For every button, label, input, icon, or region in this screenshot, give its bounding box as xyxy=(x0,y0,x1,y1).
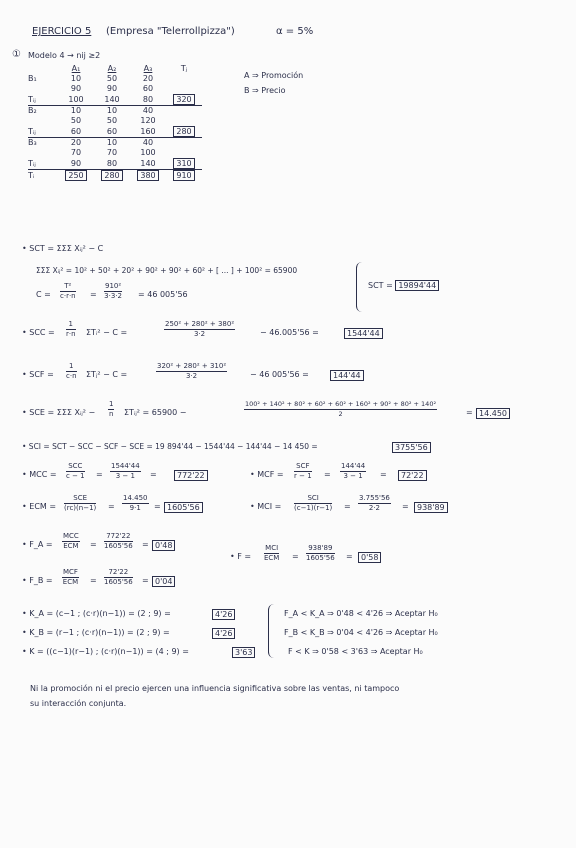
brace xyxy=(356,262,363,312)
mcc-equals: = xyxy=(150,470,157,479)
fraction-denominator: r − 1 xyxy=(294,472,312,480)
f-result: 0'58 xyxy=(358,552,381,563)
fraction-denominator: 1605'56 xyxy=(104,578,133,586)
table-cell xyxy=(166,94,202,106)
brace xyxy=(268,604,275,658)
row-label: Tᵢ xyxy=(28,170,35,180)
ecm-fraction-numeric xyxy=(122,494,149,513)
sce-fraction xyxy=(244,400,437,419)
data-table xyxy=(28,64,202,181)
boxed-total: 280 xyxy=(101,170,122,181)
fraction-denominator: 1605'56 xyxy=(306,554,335,562)
table-cell: 60 xyxy=(94,126,130,138)
boxed-total: 380 xyxy=(137,170,158,181)
fb-fraction-numeric xyxy=(104,568,133,587)
fraction-denominator: 3 − 1 xyxy=(343,472,363,480)
ecm-label: • ECM = xyxy=(22,502,57,511)
sct-result-value: 19894'44 xyxy=(395,280,439,291)
fraction-numerator: SCC xyxy=(66,462,85,472)
kb-result: 4'26 xyxy=(212,628,235,639)
fa-equals: = xyxy=(142,540,149,549)
legend-factor-a: A ⇒ Promoción xyxy=(244,71,304,80)
column-header: A₃ xyxy=(143,64,153,73)
table-row xyxy=(28,74,202,84)
fraction-denominator: ECM xyxy=(63,542,79,550)
fraction-denominator: (c−1)(r−1) xyxy=(294,504,333,512)
table-cell: 140 xyxy=(130,158,166,170)
f-label: • F = xyxy=(230,552,252,561)
decision-interaction: F < K ⇒ 0'58 < 3'63 ⇒ Aceptar H₀ xyxy=(288,647,423,656)
conclusion-line: su interacción conjunta. xyxy=(30,699,127,708)
ecm-result: 1605'56 xyxy=(164,502,203,513)
fraction-numerator: 1 xyxy=(66,362,77,372)
table-cell: 90 xyxy=(58,158,94,170)
model-label: Modelo 4 → nij ≥2 xyxy=(28,51,101,60)
mci-result: 938'89 xyxy=(414,502,448,513)
scc-tail: − 46.005'56 = xyxy=(260,328,319,337)
c-fraction-numeric xyxy=(104,282,122,301)
fraction-denominator: c·r·n xyxy=(60,292,76,300)
sct-sum-of-squares: ΣΣΣ Xᵢⱼ² = 10² + 50² + 20² + 90² + 90² + 60² + [ ... ] + 100² = 65900 xyxy=(36,266,298,275)
table-cell: 60 xyxy=(58,126,94,138)
alpha-level: α = 5% xyxy=(276,26,314,37)
scc-fraction xyxy=(164,320,235,339)
mci-fraction-numeric xyxy=(358,494,391,513)
table-cell: 40 xyxy=(142,138,154,147)
f-fraction-numeric xyxy=(306,544,335,563)
sce-expression: ΣTᵢⱼ² = 65900 − xyxy=(124,408,187,417)
table-cell xyxy=(166,116,202,126)
table-cell: 40 xyxy=(142,106,154,115)
sct-formula: • SCT = ΣΣΣ Xᵢⱼ² − C xyxy=(22,244,104,253)
c-result: = 46 005'56 xyxy=(138,290,188,299)
table-cell xyxy=(166,106,202,117)
conclusion-line: Ni la promoción ni el precio ejercen una influencia significativa sobre las ventas, ni tampoco xyxy=(30,684,400,693)
boxed-total: 320 xyxy=(173,94,194,105)
table-cell xyxy=(166,126,202,138)
boxed-total: 280 xyxy=(173,126,194,137)
k-result: 3'63 xyxy=(232,647,255,658)
table-cell xyxy=(166,170,202,182)
row-label: B₁ xyxy=(28,74,37,83)
fa-fraction-numeric xyxy=(104,532,133,551)
table-cell xyxy=(166,84,202,94)
c-fraction-symbolic xyxy=(60,282,76,301)
scc-label: • SCC = xyxy=(22,328,55,337)
legend-factor-b: B ⇒ Precio xyxy=(244,86,286,95)
scf-coefficient xyxy=(66,362,77,381)
table-cell xyxy=(166,148,202,158)
table-cell: 70 xyxy=(106,148,118,157)
table-cell xyxy=(94,170,130,182)
sci-formula: • SCI = SCT − SCC − SCF − SCE = 19 894'44 − 1544'44 − 144'44 − 14 450 = xyxy=(22,442,318,451)
fb-equals: = xyxy=(142,576,149,585)
mcf-fraction-numeric xyxy=(340,462,366,481)
sce-label: • SCE = ΣΣΣ Xᵢⱼ² − xyxy=(22,408,96,417)
decision-factor-a: F_A < K_A ⇒ 0'48 < 4'26 ⇒ Aceptar H₀ xyxy=(284,609,438,618)
table-cell: 60 xyxy=(142,84,154,93)
fraction-denominator: 3·2 xyxy=(186,372,198,380)
table-cell xyxy=(166,74,202,84)
ecm-fraction-symbolic xyxy=(64,494,96,513)
row-label xyxy=(28,84,58,94)
fraction-denominator: 3·3·2 xyxy=(104,292,122,300)
fa-result: 0'48 xyxy=(152,540,175,551)
table-cell: 50 xyxy=(106,74,118,83)
fraction-numerator: 1 xyxy=(109,400,114,408)
table-cell: 100 xyxy=(140,148,156,157)
table-header-row xyxy=(28,64,202,74)
fraction-denominator: ECM xyxy=(264,554,280,562)
table-cell: 80 xyxy=(94,158,130,170)
row-label: B₂ xyxy=(28,106,37,115)
boxed-total: 910 xyxy=(173,170,194,181)
fraction-numerator: 144'44 xyxy=(341,462,366,470)
fraction-numerator: 250² + 280² + 380² xyxy=(165,320,235,328)
mci-equals: = xyxy=(402,502,409,511)
table-cell: 100 xyxy=(58,94,94,106)
fraction-numerator: 1 xyxy=(66,320,76,330)
fa-fraction-symbolic xyxy=(62,532,80,551)
fraction-numerator: SCI xyxy=(294,494,332,504)
sce-result: 14.450 xyxy=(476,408,510,419)
table-row xyxy=(28,94,202,106)
fraction-numerator: 100² + 140² + 80² + 60² + 60² + 160² + 90² + 80² + 140² xyxy=(245,400,437,408)
fraction-numerator: 14.450 xyxy=(123,494,148,502)
table-cell: 50 xyxy=(70,116,82,125)
fraction-numerator: SCE xyxy=(64,494,96,504)
mci-label: • MCI = xyxy=(250,502,282,511)
fraction-numerator: 938'89 xyxy=(306,544,335,554)
scf-tail: − 46 005'56 = xyxy=(250,370,309,379)
fraction-denominator: ECM xyxy=(62,578,79,586)
fraction-denominator: c·n xyxy=(66,372,77,380)
boxed-total: 250 xyxy=(65,170,86,181)
table-row xyxy=(28,126,202,138)
sce-tail: = xyxy=(466,408,473,417)
table-cell: 20 xyxy=(142,74,154,83)
sct-result-label: SCT = xyxy=(368,281,393,290)
f-fraction-symbolic xyxy=(264,544,279,563)
row-label xyxy=(28,148,58,158)
row-label: Tᵢⱼ xyxy=(28,126,58,138)
table-cell: 70 xyxy=(70,148,82,157)
table-cell xyxy=(166,138,202,149)
fraction-numerator: 320² + 280² + 310² xyxy=(157,362,227,370)
table-row xyxy=(28,148,202,158)
table-cell: 20 xyxy=(70,138,82,147)
table-cell: 90 xyxy=(106,84,118,93)
mcf-label: • MCF = xyxy=(250,470,284,479)
table-cell: 50 xyxy=(106,116,118,125)
scc-expression: ΣTᵢ² − C = xyxy=(86,328,128,337)
table-row xyxy=(28,158,202,170)
table-row xyxy=(28,116,202,126)
table-cell: 120 xyxy=(140,116,156,125)
sct-result xyxy=(368,280,439,291)
fraction-denominator: c − 1 xyxy=(66,472,85,480)
scf-fraction xyxy=(156,362,227,381)
column-header: A₂ xyxy=(107,64,117,73)
fraction-denominator: r·n xyxy=(66,330,76,338)
fraction-numerator: 72'22 xyxy=(104,568,133,578)
fb-result: 0'04 xyxy=(152,576,175,587)
boxed-total: 310 xyxy=(173,158,194,169)
mcc-result: 772'22 xyxy=(174,470,208,481)
fraction-numerator: MCF xyxy=(63,568,78,576)
handwritten-page: EJERCICIO 5 (Empresa "Telerrollpizza") α = 5% ① Modelo 4 → nij ≥2 A ⇒ Promoción B ⇒ Precio A₁ A₂ A₃ Tⱼ B₁ 10 50 20 90 90 60 Tᵢⱼ 100 140 80 320 B₂ 10 10 40 50 50 120 Tᵢⱼ 60 60 160 280 B₃ 20 10 40 70 70 100 Tᵢⱼ 90 80 140 310 Tᵢ 250 280 380 910 • SCT = ΣΣΣ Xᵢⱼ² − C ΣΣΣ Xᵢⱼ² = 10² + 50² + 20² + 90² + 90² + 60² + [ ... ] + 100² = 65900 C = $\frac{\text{T²}}{c\cdot r\cdot n}$ = $\frac{\text{910²}}{3\cdot 3\cdot 2}$ = 46 005'56 SCT = 19894'44 • SCC = $\frac{1}{r\cdot n}$ ΣTᵢ² − C = $\frac{\text{250² + 280² + 380²}}{3\cdot 2}$ − 46.005'56 = 1544'44 • SCF = $\frac{1}{c\cdot n}$ ΣTⱼ² − C = $\frac{\text{320² + 280² + 310²}}{3\cdot 2}$ − 46 005'56 = 144'44 • SCE = ΣΣΣ Xᵢⱼ² − $\frac{1}{n}$ ΣTᵢⱼ² = 65900 − $\frac{\text{100² + 140² + 80² + 60² + 60² + 160² + 90² + 80² + 140²}}{2}$ = 14.450 • SCI = SCT − SCC − SCF − SCE = 19 894'44 − 1544'44 − 144'44 − 14 450 = 3755'56 • MCC = SCC c − 1 = $\frac{1544'44}{3 - 1}$ = 772'22 • MCF = SCF r − 1 = $\frac{144'44}{3 - 1}$ = 72'22 • ECM = SCE (rc)(n−1) = $\frac{14.450}{9\cdot 1}$ = 1605'56 • MCI = SCI (c−1)(r−1) = $\frac{3.755'56}{2\cdot 2}$ = 938'89 • F_A = MCC ECM = $\frac{772'22}{1605'56}$ = 0'48 • F = MCI ECM = $\frac{938'89}{1605'56}$ = 0'58 • F_B = MCF ECM = $\frac{72'22}{1605'56}$ = 0'04 • K_A = (c−1 ; (c·r)(n−1)) = (2 ; 9) = 4'26 • K_B = (r−1 ; (c·r)(n−1)) = (2 ; 9) = 4'26 • K = ((c−1)(r−1) ; (c·r)(n−1)) = (4 ; 9) = 3'63 F_A < K_A ⇒ 0'48 < 4'26 ⇒ Aceptar H₀ F_B < K_B ⇒ 0'04 < 4'26 ⇒ Aceptar H₀ F < K ⇒ 0'58 < 3'63 ⇒ Aceptar H₀ Ni la promoción ni el precio ejercen una influencia significativa sobre las ventas, ni tampoco su interacción conjunta. xyxy=(0,0,576,848)
fraction-numerator: 1544'44 xyxy=(111,462,140,470)
table-cell: 10 xyxy=(70,74,82,83)
fraction-numerator: MCC xyxy=(63,532,79,540)
fraction-numerator: 910² xyxy=(105,282,122,290)
scf-label: • SCF = xyxy=(22,370,54,379)
table-cell: 10 xyxy=(106,138,118,147)
fraction-denominator: (rc)(n−1) xyxy=(64,504,97,512)
fraction-denominator: n xyxy=(109,410,114,418)
mcc-fraction-symbolic xyxy=(66,462,85,481)
column-header: A₁ xyxy=(71,64,81,73)
ka-result: 4'26 xyxy=(212,609,235,620)
scf-expression: ΣTⱼ² − C = xyxy=(86,370,128,379)
fraction-denominator: 2·2 xyxy=(368,504,380,512)
row-label: B₃ xyxy=(28,138,37,147)
mcf-result: 72'22 xyxy=(398,470,427,481)
f-equals: = xyxy=(346,552,353,561)
fraction-denominator: 2 xyxy=(338,410,343,418)
exercise-subtitle: (Empresa "Telerrollpizza") xyxy=(106,26,235,37)
fa-label: • F_A = xyxy=(22,540,53,549)
table-cell: 10 xyxy=(70,106,82,115)
table-cell: 10 xyxy=(106,106,118,115)
fraction-denominator: 9·1 xyxy=(129,504,141,512)
fraction-denominator: 3 − 1 xyxy=(115,472,135,480)
item-number: ① xyxy=(12,49,21,60)
c-label: C = xyxy=(36,290,51,299)
table-cell xyxy=(166,158,202,170)
table-cell: 160 xyxy=(130,126,166,138)
scc-coefficient xyxy=(66,320,76,339)
mcc-fraction-numeric xyxy=(110,462,141,481)
table-cell: 140 xyxy=(94,94,130,106)
fraction-numerator: MCI xyxy=(265,544,279,552)
fraction-numerator: T² xyxy=(60,282,76,292)
fraction-numerator: 3.755'56 xyxy=(359,494,390,502)
table-row xyxy=(28,170,202,182)
table-row xyxy=(28,138,202,149)
kb-formula: • K_B = (r−1 ; (c·r)(n−1)) = (2 ; 9) = xyxy=(22,628,170,637)
fraction-numerator: 772'22 xyxy=(104,532,133,542)
scc-result: 1544'44 xyxy=(344,328,383,339)
row-label: Tᵢⱼ xyxy=(28,158,58,170)
table-row xyxy=(28,106,202,117)
mcf-equals: = xyxy=(380,470,387,479)
mcf-fraction-symbolic xyxy=(294,462,312,481)
fraction-denominator: 3·2 xyxy=(194,330,206,338)
ka-formula: • K_A = (c−1 ; (c·r)(n−1)) = (2 ; 9) = xyxy=(22,609,171,618)
sci-result: 3755'56 xyxy=(392,442,431,453)
row-label xyxy=(28,116,58,126)
table-cell xyxy=(130,170,166,182)
table-cell: 90 xyxy=(70,84,82,93)
table-cell xyxy=(58,170,94,182)
fraction-numerator: SCF xyxy=(294,462,312,472)
mci-fraction-symbolic xyxy=(294,494,332,513)
row-label: Tᵢⱼ xyxy=(28,94,58,106)
fb-label: • F_B = xyxy=(22,576,53,585)
fraction-denominator: 1605'56 xyxy=(104,542,133,550)
fb-fraction-symbolic xyxy=(62,568,79,587)
decision-factor-b: F_B < K_B ⇒ 0'04 < 4'26 ⇒ Aceptar H₀ xyxy=(284,628,438,637)
ecm-equals: = xyxy=(154,502,161,511)
scf-result: 144'44 xyxy=(330,370,364,381)
table-cell: 80 xyxy=(130,94,166,106)
mcc-label: • MCC = xyxy=(22,470,57,479)
column-header: Tⱼ xyxy=(180,64,188,73)
exercise-title: EJERCICIO 5 xyxy=(32,26,92,37)
table-row xyxy=(28,84,202,94)
k-formula: • K = ((c−1)(r−1) ; (c·r)(n−1)) = (4 ; 9) = xyxy=(22,647,189,656)
sce-coefficient xyxy=(108,400,114,419)
